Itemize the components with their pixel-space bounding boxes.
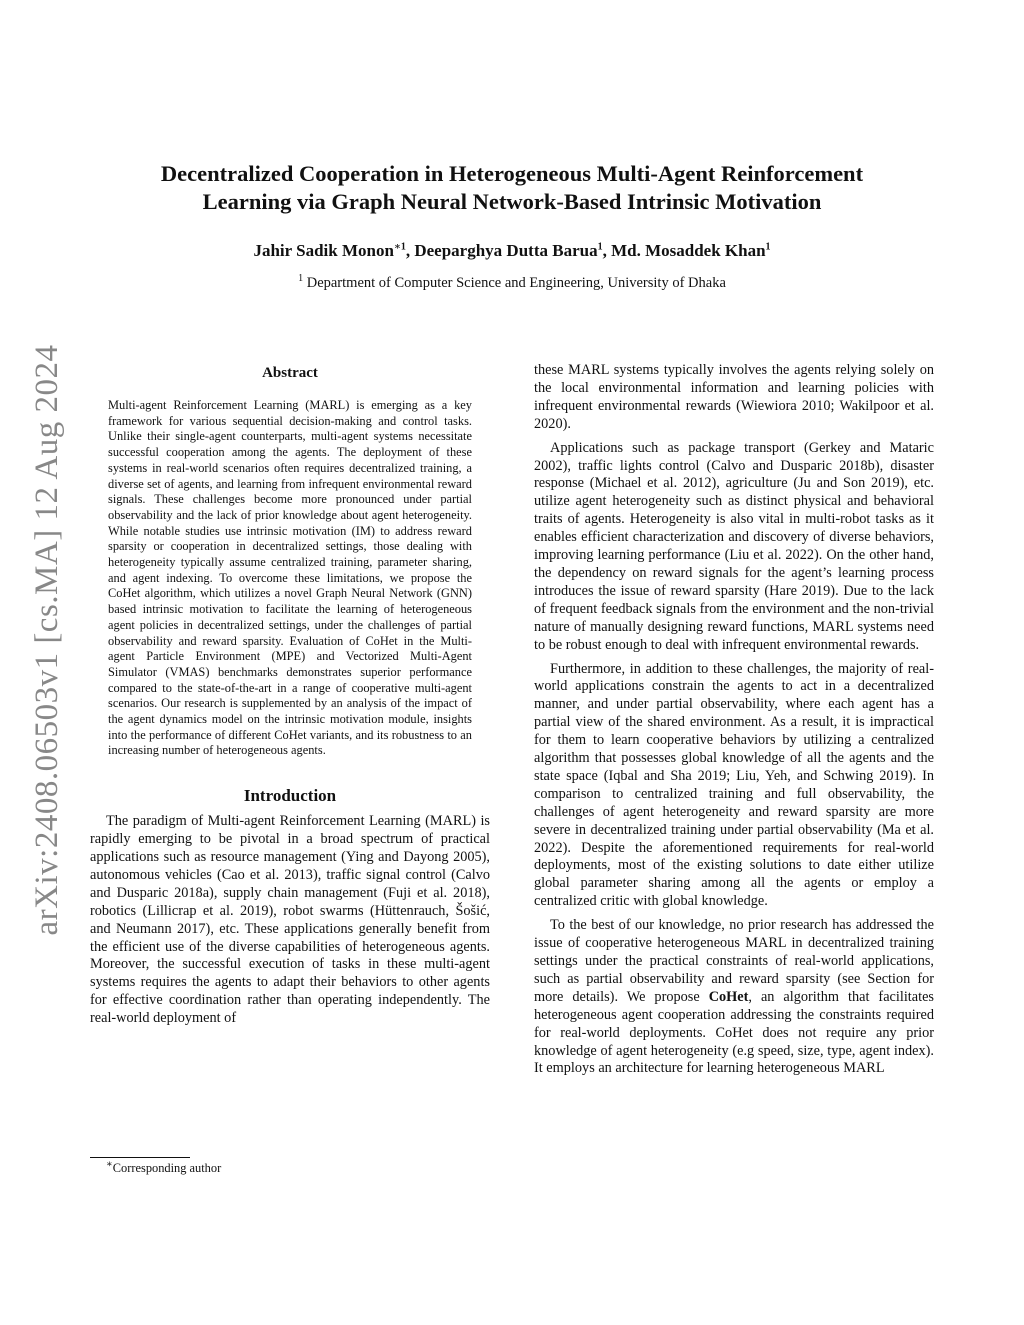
author-name: Deeparghya Dutta Barua: [414, 241, 598, 260]
body-text: , an algorithm that facilitates heterogeneous agent cooperation addressing the constraints required for real-world deployments. CoHet does not require any prior knowledge of agent heterogeneity (e.g speed, size, type, agent index). It employs an architecture for learning heterogeneous MARL: [534, 988, 934, 1077]
author-mark: ∗1: [393, 241, 406, 253]
footnote: [106, 1160, 221, 1176]
author-name: Md. Mosaddek Khan: [611, 241, 766, 260]
title-line-1: Decentralized Cooperation in Heterogeneous Multi-Agent Reinforcement: [160, 161, 864, 186]
right-column: [534, 362, 934, 1078]
algorithm-name: CoHet: [708, 988, 749, 1005]
title-line-2: Learning via Graph Neural Network-Based Intrinsic Motivation: [202, 189, 822, 214]
footnote-rule: [90, 1157, 190, 1158]
author-name: Jahir Sadik Monon: [253, 241, 394, 260]
author-mark: 1: [765, 241, 771, 253]
body-paragraph: these MARL systems typically involves the agents relying solely on the local environmental information and learning policies with infrequent environmental rewards (Wiewiora 2010; Wakilpoor et al. 2020).: [534, 362, 934, 432]
affiliation: [90, 273, 934, 293]
footnote-text: Corresponding author: [112, 1161, 222, 1175]
body-paragraph: Furthermore, in addition to these challenges, the majority of real-world applications constrain the agents to act in a decentralized manner, and under partial observability, where each agent has a partial view of the shared environment. As a result, it is impractical for them to learn cooperative behaviors by utilizing a centralized algorithm that possesses global knowledge of all the agents and the state space (Iqbal and Sha 2019; Liu, Yeh, and Schwing 2019). In comparison to centralized training and full observability, the challenges of agent heterogeneity and reward sparsity are more severe in decentralized training under partial observability (Ma et al. 2022). Despite the aforementioned requirements for real-world deployments, most of the existing solutions to date either utilize global parameter sharing among all the agents or employ a centralized critic with global knowledge.: [534, 660, 934, 910]
paper-title: [90, 160, 934, 216]
body-paragraph: [534, 917, 934, 1078]
left-column: [90, 362, 490, 1028]
footnote-mark: ∗: [106, 1158, 113, 1170]
affiliation-text: Department of Computer Science and Engineering, University of Dhaka: [306, 275, 726, 291]
body-text: To the best of our knowledge, no prior research has addressed the issue of cooperative heterogeneous MARL in decentralized training settings under the practical constraints of real-world applications, such as partial observability and reward sparsity (see Section for more details). We propose: [534, 917, 934, 1005]
author-mark: 1: [597, 241, 603, 253]
introduction-heading: Introduction: [243, 786, 337, 806]
author-list: Jahir Sadik Monon$^{∗1}$, Deeparghya Dutta Barua$^1$, Md. Mosaddek Khan$^1$: [253, 241, 771, 260]
arxiv-identifier: arXiv:2408.06503v1 [cs.MA] 12 Aug 2024: [29, 344, 65, 936]
abstract-heading: Abstract: [262, 365, 318, 381]
affiliation-mark: 1: [298, 273, 304, 285]
abstract-body: Multi-agent Reinforcement Learning (MARL) is emerging as a key framework for various sequential decision-making and control tasks. Unlike their single-agent counterparts, multi-agent systems necessitate successful cooperation among the agents. The deployment of these systems in real-world scenarios often requires decentralized training, a diverse set of agents, and learning from infrequent environmental reward signals. These challenges become more pronounced under partial observability and the lack of prior knowledge about agent heterogeneity. While notable studies use intrinsic motivation (IM) to address reward sparsity or cooperation in decentralized settings, those dealing with heterogeneity typically assume centralized training, parameter sharing, and agent indexing. To overcome these limitations, we propose the CoHet algorithm, which utilizes a novel Graph Neural Network (GNN) based intrinsic motivation to facilitate the learning of heterogeneous agent policies in decentralized settings, under the challenges of partial observability and reward sparsity. Evaluation of CoHet in the Multi-agent Particle Environment (MPE) and Vectorized Multi-Agent Simulator (VMAS) benchmarks demonstrates superior performance compared to the state-of-the-art in a range of cooperative multi-agent scenarios. Our research is supplemented by an analysis of the impact of the agent dynamics model on the intrinsic motivation module, insights into the performance of different CoHet variants, and its robustness to an increasing number of heterogeneous agents.: [108, 398, 472, 758]
body-paragraph: Applications such as package transport (Gerkey and Mataric 2002), traffic lights control (Calvo and Dusparic 2018b), disaster response (Michael et al. 2012), agriculture (Ju and Son 2019), etc. utilize agent heterogeneity such as distinct physical and behavioral traits of agents. Heterogeneity is also vital in multi-robot tasks as it enables efficient characterization and discovery of diverse behaviors, improving learning performance (Liu et al. 2022). On the other hand, the dependency on reward signals for the agent’s learning process introduces the issue of reward sparsity (Hare 2019). Due to the lack of frequent feedback signals from the environment and the non-trivial nature of manually designing reward functions, MARL systems need to be robust enough to deal with infrequent environmental rewards.: [534, 439, 934, 653]
intro-paragraph: The paradigm of Multi-agent Reinforcement Learning (MARL) is rapidly emerging to be pivotal in a broad spectrum of practical applications such as resource management (Ying and Dayong 2005), autonomous vehicles (Cao et al. 2013), traffic signal control (Calvo and Dusparic 2018a), supply chain management (Fuji et al. 2018), robotics (Lillicrap et al. 2019), robot swarms (Hüttenrauch, Šošić, and Neumann 2017), etc. These applications generally benefit from the efficient use of the diverse capabilities of heterogeneous agents. Moreover, the successful execution of tasks in these multi-agent systems requires the agents to adapt their behaviors to other agents for effective coordination rather than operating independently. The real-world deployment of: [90, 813, 490, 1027]
